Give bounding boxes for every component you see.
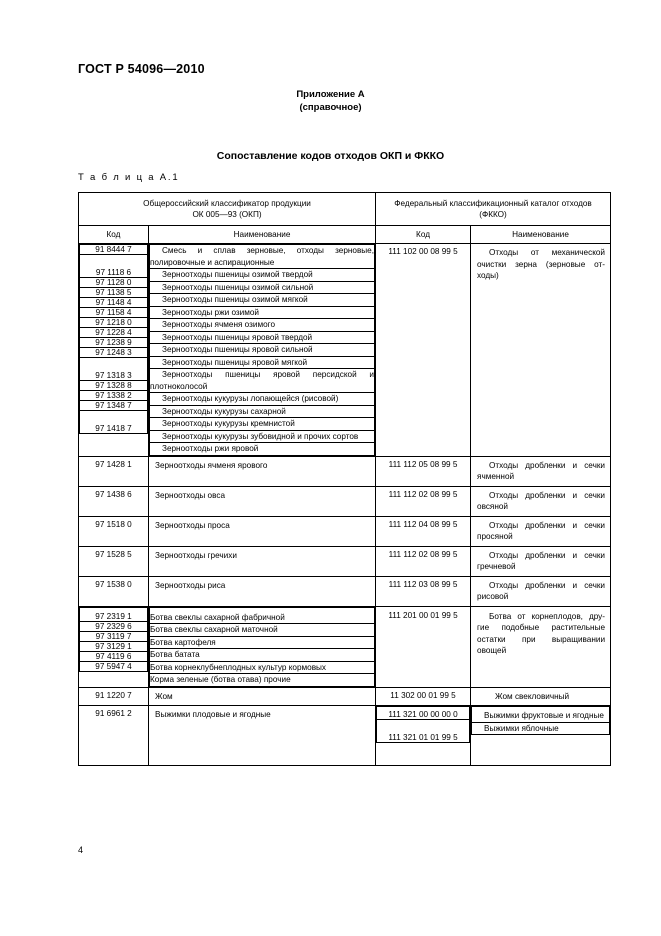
list-item <box>80 631 148 641</box>
list-item <box>80 338 148 348</box>
list-item <box>150 430 375 443</box>
okp-name: Зерноотходы пшеницы озимой сильной <box>150 281 375 294</box>
list-item <box>80 255 148 278</box>
okp-name: Зерноотходы пшеницы яровой мягкой <box>150 356 375 369</box>
okp-code: 91 6961 2 <box>79 706 149 766</box>
okp-code: 97 1318 3 <box>80 358 148 381</box>
list-item <box>150 624 375 637</box>
table-body <box>79 244 611 766</box>
okp-code: 97 1138 5 <box>80 288 148 298</box>
list-item <box>150 281 375 294</box>
okp-code: 97 1418 7 <box>80 411 148 434</box>
list-item <box>80 381 148 391</box>
section-title: Сопоставление кодов отходов ОКП и ФККО <box>216 150 445 162</box>
page-number: 4 <box>78 845 84 855</box>
list-item <box>472 707 610 723</box>
list-item <box>150 319 375 332</box>
list-item <box>80 411 148 434</box>
fkko-name: Отходы дробленки и сечки рисовой <box>471 576 611 606</box>
okp-name: Зерноотходы пшеницы яровой персидской и плотноколосой <box>150 370 375 391</box>
table-row <box>79 516 611 546</box>
okp-name: Зерноотходы ржи яровой <box>150 443 375 456</box>
list-item <box>80 641 148 651</box>
okp-name: Зерноотходы кукурузы кремнистой <box>150 418 375 431</box>
okp-code: 97 1428 1 <box>79 456 149 486</box>
list-item <box>150 661 375 674</box>
okp-name: Зерноотходы риса <box>149 576 376 606</box>
table-row <box>79 244 611 457</box>
annex-heading <box>0 88 661 114</box>
okp-code: 97 1528 5 <box>79 546 149 576</box>
list-item <box>150 294 375 307</box>
okp-name: Ботва картофеля <box>150 636 375 649</box>
okp-code: 97 5947 4 <box>80 661 148 671</box>
list-item <box>80 245 148 255</box>
okp-name: Зерноотходы кукурузы лопающейся (рисовой) <box>150 393 375 406</box>
fkko-name-list <box>471 706 610 735</box>
okp-code: 91 1220 7 <box>79 687 149 706</box>
fkko-name: Отходы от механической очистки зерна (зерновые от-ходы) <box>471 244 611 457</box>
okp-name-cell <box>149 606 376 687</box>
okp-code: 97 4119 6 <box>80 651 148 661</box>
fkko-name: Жом свекловичный <box>471 687 611 706</box>
fkko-code-list <box>376 706 470 743</box>
okp-code: 97 1128 0 <box>80 278 148 288</box>
okp-code: 91 8444 7 <box>80 245 148 255</box>
okp-name: Зерноотходы ячменя ярового <box>149 456 376 486</box>
okp-name-cell <box>149 244 376 457</box>
header-group-okp <box>79 193 376 226</box>
table-row <box>79 486 611 516</box>
okp-code: 97 1148 4 <box>80 298 148 308</box>
fkko-name: Выжимки фруктовые и ягодные <box>472 707 610 723</box>
okp-name: Ботва батата <box>150 649 375 662</box>
okp-code-cell <box>79 244 149 457</box>
okp-code: 97 1328 8 <box>80 381 148 391</box>
header-group-okp-line1: Общероссийский классификатор продукции <box>143 199 311 208</box>
okp-name: Зерноотходы пшеницы яровой сильной <box>150 344 375 357</box>
okp-name: Смесь и сплав зерновые, отходы зерновые, полировочные и аспирационные <box>150 246 375 267</box>
okp-name: Зерноотходы кукурузы зубовидной и прочих сортов <box>150 430 375 443</box>
table-row <box>79 576 611 606</box>
okp-name: Зерноотходы проса <box>149 516 376 546</box>
fkko-code: 111 201 00 01 99 5 <box>376 606 471 687</box>
fkko-code-cell <box>376 706 471 766</box>
header-group-fkko <box>376 193 611 226</box>
list-item <box>150 649 375 662</box>
annex-title: Приложение А <box>296 89 365 100</box>
header-group-fkko-line1: Федеральный классификационный каталог отходов <box>394 199 592 208</box>
list-item <box>150 306 375 319</box>
fkko-code: 11 302 00 01 99 5 <box>376 687 471 706</box>
okp-code: 97 1248 3 <box>80 348 148 358</box>
list-item <box>377 720 470 743</box>
table-row <box>79 606 611 687</box>
list-item <box>150 245 375 269</box>
list-item <box>80 328 148 338</box>
list-item <box>80 358 148 381</box>
table-header <box>79 193 611 244</box>
list-item <box>150 607 375 624</box>
okp-name: Зерноотходы пшеницы озимой мягкой <box>150 294 375 307</box>
table-row <box>79 456 611 486</box>
okp-code: 97 1218 0 <box>80 318 148 328</box>
okp-code: 97 1438 6 <box>79 486 149 516</box>
okp-code-list <box>79 607 148 672</box>
okp-name: Ботва свеклы сахарной фабричной <box>150 607 375 624</box>
fkko-name: Отходы дробленки и сечки гречневой <box>471 546 611 576</box>
table-row <box>79 687 611 706</box>
list-item <box>80 278 148 288</box>
okp-code: 97 1228 4 <box>80 328 148 338</box>
okp-name: Зерноотходы кукурузы сахарной <box>150 405 375 418</box>
okp-code-cell <box>79 606 149 687</box>
okp-code: 97 2329 6 <box>80 621 148 631</box>
okp-name: Зерноотходы пшеницы озимой твердой <box>150 269 375 282</box>
okp-name: Зерноотходы ячменя озимого <box>150 319 375 332</box>
list-item <box>150 405 375 418</box>
list-item <box>80 391 148 401</box>
list-item <box>80 348 148 358</box>
list-item <box>80 308 148 318</box>
okp-name: Зерноотходы гречихи <box>149 546 376 576</box>
list-item <box>80 318 148 328</box>
table-header-sub-row <box>79 226 611 244</box>
okp-name: Зерноотходы овса <box>149 486 376 516</box>
header-group-fkko-line2: (ФККО) <box>479 210 507 219</box>
list-item <box>150 331 375 344</box>
list-item <box>80 298 148 308</box>
list-item <box>150 344 375 357</box>
list-item <box>80 401 148 411</box>
list-item <box>472 722 610 735</box>
header-okp-code: Код <box>79 226 149 244</box>
fkko-name: Отходы дробленки и сечки ячменной <box>471 456 611 486</box>
okp-name: Зерноотходы пшеницы яровой твердой <box>150 331 375 344</box>
fkko-name: Выжимки яблочные <box>472 722 610 735</box>
list-item <box>150 674 375 687</box>
list-item <box>150 393 375 406</box>
list-item <box>150 269 375 282</box>
list-item <box>80 621 148 631</box>
okp-name: Зерноотходы ржи озимой <box>150 306 375 319</box>
okp-name: Ботва корнеклубнеплодных культур кормовых <box>150 661 375 674</box>
fkko-code: 111 321 00 00 00 0 <box>377 707 470 720</box>
okp-code: 97 1538 0 <box>79 576 149 606</box>
okp-name-list <box>149 607 375 687</box>
list-item <box>150 418 375 431</box>
list-item <box>150 636 375 649</box>
annex-subtitle: (справочное) <box>299 102 362 113</box>
codes-comparison-table <box>78 192 611 766</box>
okp-name: Жом <box>149 687 376 706</box>
table-label: Т а б л и ц а А.1 <box>78 172 180 183</box>
fkko-code: 111 112 05 08 99 5 <box>376 456 471 486</box>
okp-code: 97 3119 7 <box>80 631 148 641</box>
fkko-code: 111 112 02 08 99 5 <box>376 486 471 516</box>
okp-code: 97 1348 7 <box>80 401 148 411</box>
okp-code: 97 2319 1 <box>80 607 148 621</box>
okp-code: 97 1238 9 <box>80 338 148 348</box>
list-item <box>80 661 148 671</box>
list-item <box>377 707 470 720</box>
list-item <box>150 443 375 456</box>
okp-name: Ботва свеклы сахарной маточной <box>150 624 375 637</box>
header-okp-name: Наименование <box>149 226 376 244</box>
list-item <box>80 288 148 298</box>
fkko-code: 111 112 03 08 99 5 <box>376 576 471 606</box>
fkko-name: Отходы дробленки и сечки просяной <box>471 516 611 546</box>
standard-number: ГОСТ Р 54096—2010 <box>78 62 205 76</box>
okp-code: 97 1338 2 <box>80 391 148 401</box>
fkko-code: 111 112 02 08 99 5 <box>376 546 471 576</box>
fkko-code: 111 321 01 01 99 5 <box>377 720 470 743</box>
okp-code: 97 3129 1 <box>80 641 148 651</box>
okp-code: 97 1518 0 <box>79 516 149 546</box>
header-group-okp-line2: ОК 005—93 (ОКП) <box>192 210 262 219</box>
okp-name-list <box>149 244 375 456</box>
table-row <box>79 546 611 576</box>
list-item <box>150 369 375 393</box>
table-row <box>79 706 611 766</box>
list-item <box>80 651 148 661</box>
okp-code-list <box>79 244 148 434</box>
fkko-name-cell <box>471 706 611 766</box>
fkko-name: Отходы дробленки и сечки овсяной <box>471 486 611 516</box>
header-fkko-code: Код <box>376 226 471 244</box>
list-item <box>80 607 148 621</box>
header-fkko-name: Наименование <box>471 226 611 244</box>
fkko-code: 111 102 00 08 99 5 <box>376 244 471 457</box>
okp-name: Выжимки плодовые и ягодные <box>149 706 376 766</box>
list-item <box>150 356 375 369</box>
fkko-name: Ботва от корнеплодов, дру-гие подобные растительные остатки при выращивании овощей <box>471 606 611 687</box>
table-header-group-row <box>79 193 611 226</box>
okp-code: 97 1118 6 <box>80 255 148 278</box>
okp-name: Корма зеленые (ботва отава) прочие <box>150 674 375 687</box>
fkko-code: 111 112 04 08 99 5 <box>376 516 471 546</box>
okp-code: 97 1158 4 <box>80 308 148 318</box>
